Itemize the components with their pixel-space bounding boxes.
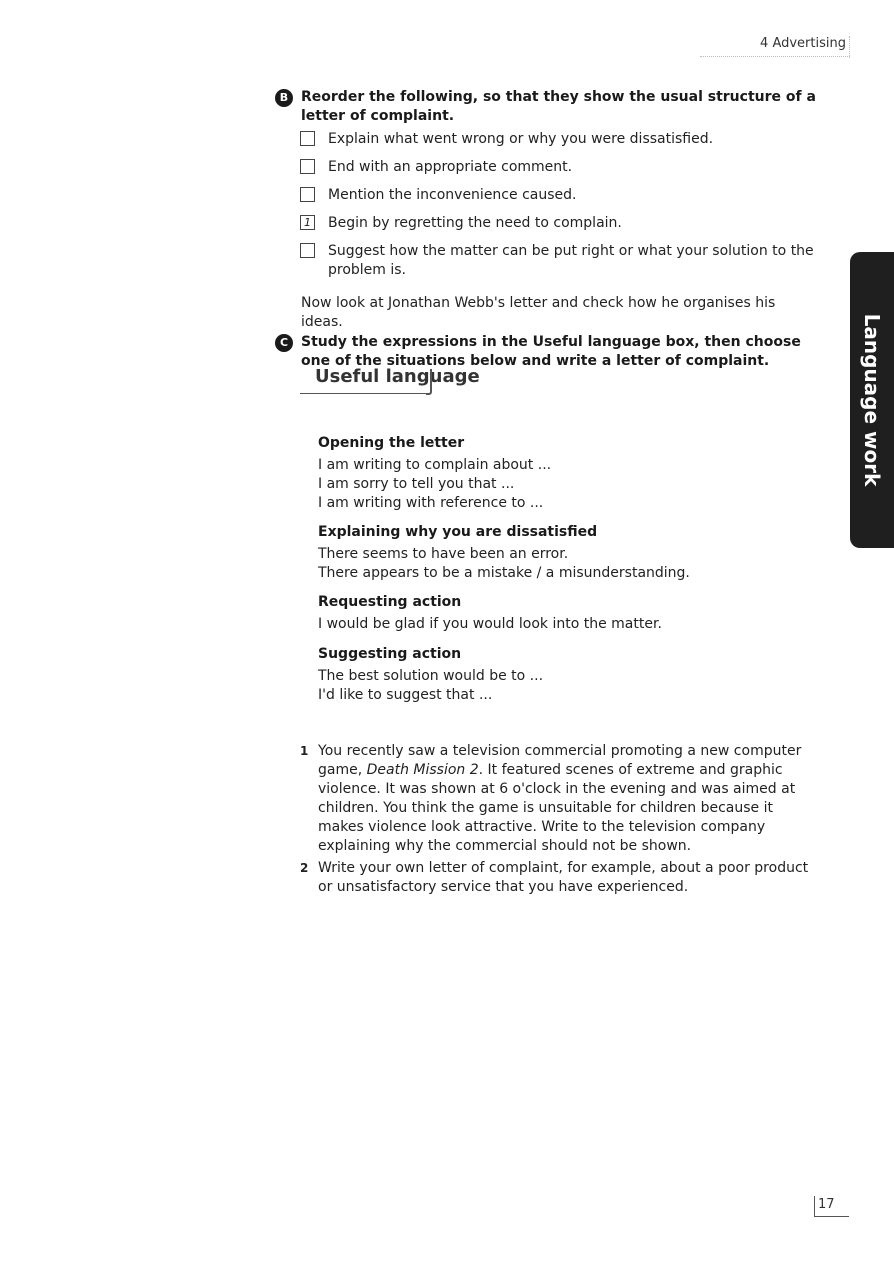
order-checkbox[interactable] [300, 159, 315, 174]
checklist-item [300, 130, 820, 149]
useful-language-section [318, 433, 738, 513]
expression-line: I am writing with reference to ... [318, 495, 544, 511]
task-b-instruction: Reorder the following, so that they show the usual structure of a letter of complaint. [301, 89, 816, 124]
task-c-instruction: Study the expressions in the Useful language box, then choose one of the situations below and write a letter of complaint. [301, 334, 801, 369]
situation-text-cont: . It featured scenes of extreme and graphic violence. It was shown at 6 o'clock in the evening and was aimed at children. You think the game is unsuitable for children because it makes violence look attractive. Write to the television company explaining why the commercial should not be shown. [318, 762, 796, 854]
situation-text: You recently saw a television commercial promoting a new computer game, [318, 743, 802, 778]
expression-line: I'd like to suggest that ... [318, 687, 493, 703]
useful-language-section [318, 592, 738, 634]
checklist-item-text: End with an appropriate comment. [328, 159, 573, 175]
game-title: Death Mission 2 [366, 762, 479, 778]
section-heading: Requesting action [318, 594, 462, 610]
running-header: 4 Advertising [760, 36, 846, 51]
order-checkbox[interactable]: 1 [300, 215, 315, 230]
task-c-marker: C [275, 334, 293, 352]
order-checkbox[interactable] [300, 243, 315, 258]
expression-line: The best solution would be to ... [318, 668, 544, 684]
situation-number: 1 [300, 744, 309, 758]
task-b-followup: Now look at Jonathan Webb's letter and check how he organises his ideas. [301, 295, 776, 330]
checklist-item-text: Mention the inconvenience caused. [328, 187, 577, 203]
situation-number: 2 [300, 861, 309, 875]
running-header-tick [849, 36, 850, 58]
expression-line: I am writing to complain about ... [318, 457, 552, 473]
useful-language-section [318, 522, 738, 583]
checklist-item [300, 242, 820, 280]
ordering-checklist [300, 130, 820, 289]
situation-item [300, 859, 820, 897]
checklist-item-text: Explain what went wrong or why you were dissatisfied. [328, 131, 714, 147]
expression-line: There appears to be a mistake / a misunderstanding. [318, 565, 690, 581]
checklist-item-text: Suggest how the matter can be put right or what your solution to the problem is. [328, 243, 814, 278]
task-b-marker: B [275, 89, 293, 107]
situations-list [300, 742, 820, 900]
expression-line: I would be glad if you would look into the matter. [318, 616, 662, 632]
page-number: 17 [818, 1197, 835, 1212]
side-tab-label: Language work [860, 313, 884, 487]
useful-language-hook [426, 369, 432, 395]
checklist-item [300, 158, 820, 177]
checklist-item [300, 186, 820, 205]
situation-item [300, 742, 820, 856]
useful-language-section [318, 644, 738, 705]
situation-text: Write your own letter of complaint, for example, about a poor product or unsatisfactory service that you have experienced. [318, 860, 809, 895]
expression-line: I am sorry to tell you that ... [318, 476, 515, 492]
useful-language-underline [300, 393, 426, 394]
order-checkbox[interactable] [300, 131, 315, 146]
useful-language-title: Useful language [315, 366, 480, 387]
section-side-tab [850, 252, 894, 548]
section-heading: Suggesting action [318, 646, 462, 662]
running-header-rule [700, 56, 850, 57]
expression-line: There seems to have been an error. [318, 546, 569, 562]
checklist-item [300, 214, 820, 233]
section-heading: Explaining why you are dissatisfied [318, 524, 598, 540]
order-checkbox[interactable] [300, 187, 315, 202]
section-heading: Opening the letter [318, 435, 465, 451]
checklist-item-text: Begin by regretting the need to complain. [328, 215, 622, 231]
